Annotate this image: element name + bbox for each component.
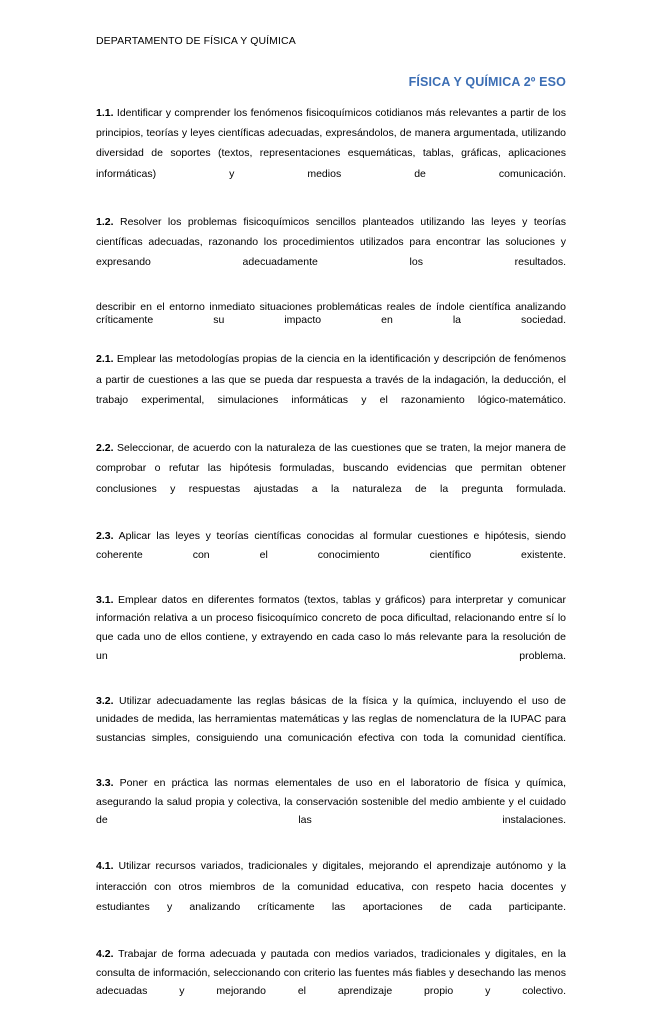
criterion-text: Identificar y comprender los fenómenos fisicoquímicos cotidianos más relevantes a partir de los principios, teorías y leyes científicas adecuadas, expresándolos, de manera argumentada, utilizando diversidad de soportes (textos, representaciones esquemáticas, tablas, gráficas, aplicaciones informáticas) y medios de comunicación. <box>96 107 566 180</box>
criterion-paragraph <box>96 856 566 937</box>
criterion-text: Emplear las metodologías propias de la ciencia en la identificación y descripción de fenómenos a partir de cuestiones a las que se pueda dar respuesta a través de la indagación, la deducción, el trabajo experimental, simulaciones informáticas y el razonamiento lógico-matemático. <box>96 353 566 406</box>
criterion-number: 2.1. <box>96 353 114 366</box>
criterion-number: 3.1. <box>96 593 114 606</box>
criteria-list <box>96 103 566 1020</box>
criterion-paragraph <box>96 692 566 766</box>
criterion-number: 1.1. <box>96 107 114 119</box>
criterion-paragraph <box>96 945 566 1019</box>
criterion-text: Resolver los problemas fisicoquímicos sencillos planteados utilizando las leyes y teorías científicas adecuadas, razonando los procedimientos utilizados para encontrar las soluciones y expresando adecuadamente los resultados. <box>96 216 566 269</box>
criterion-text: Seleccionar, de acuerdo con la naturaleza de las cuestiones que se traten, la mejor manera de comprobar o refutar las hipótesis formuladas, buscando evidencias que permitan obtener conclusiones y respuestas ajustadas a la naturaleza de la pregunta formulada. <box>96 442 566 495</box>
criterion-number: 4.2. <box>96 948 114 961</box>
criterion-paragraph <box>96 349 566 430</box>
criterion-number: 4.1. <box>96 860 114 873</box>
criterion-paragraph <box>96 212 566 293</box>
document-header: DEPARTAMENTO DE FÍSICA Y QUÍMICA <box>96 35 296 47</box>
criterion-paragraph <box>96 103 566 204</box>
criterion-text: Utilizar recursos variados, tradicionales y digitales, mejorando el aprendizaje autónomo y la interacción con otros miembros de la comunidad educativa, con respeto hacia docentes y estudiantes y analizando críticamente las aportaciones de cada participante. <box>96 860 566 913</box>
criterion-number: 2.2. <box>96 442 114 455</box>
criterion-paragraph <box>96 438 566 519</box>
criterion-text: Poner en práctica las normas elementales de uso en el laboratorio de física y química, asegurando la salud propia y colectiva, la conservación sostenible del medio ambiente y el cuidado de las instalaciones. <box>96 777 566 827</box>
criterion-number: 3.3. <box>96 777 114 790</box>
page-title: FÍSICA Y QUÍMICA 2º ESO <box>408 75 566 89</box>
criterion-paragraph <box>96 301 566 342</box>
criterion-text: Emplear datos en diferentes formatos (textos, tablas y gráficos) para interpretar y comunicar información relativa a un proceso fisicoquímico concreto de poca dificultad, relacionando entre sí lo que cada uno de ellos contiene, y extrayendo en cada caso lo más relevante para la resolución de un problema. <box>96 593 566 662</box>
criterion-number: 3.2. <box>96 694 114 707</box>
criterion-text: Aplicar las leyes y teorías científicas conocidas al formular cuestiones e hipótesis, siendo coherente con el conocimiento científico existente. <box>96 529 566 561</box>
criterion-text: describir en el entorno inmediato situaciones problemáticas reales de índole científica analizando críticamente su impacto en la sociedad. <box>96 300 566 327</box>
criterion-text: Utilizar adecuadamente las reglas básicas de la física y la química, incluyendo el uso de unidades de medida, las herramientas matemáticas y las reglas de nomenclatura de la IUPAC para sustancias simples, consiguiendo una comunicación efectiva con toda la comunidad científica. <box>96 694 566 744</box>
criterion-number: 2.3. <box>96 529 114 542</box>
criterion-text: Trabajar de forma adecuada y pautada con medios variados, tradicionales y digitales, en la consulta de información, seleccionando con criterio las fuentes más fiables y desechando las menos adecuadas y mejorando el aprendizaje propio y colectivo. <box>96 948 566 998</box>
page-content <box>96 0 566 1020</box>
criterion-paragraph <box>96 774 566 848</box>
criterion-number: 1.2. <box>96 216 114 229</box>
criterion-paragraph <box>96 591 566 684</box>
criterion-paragraph <box>96 527 566 583</box>
